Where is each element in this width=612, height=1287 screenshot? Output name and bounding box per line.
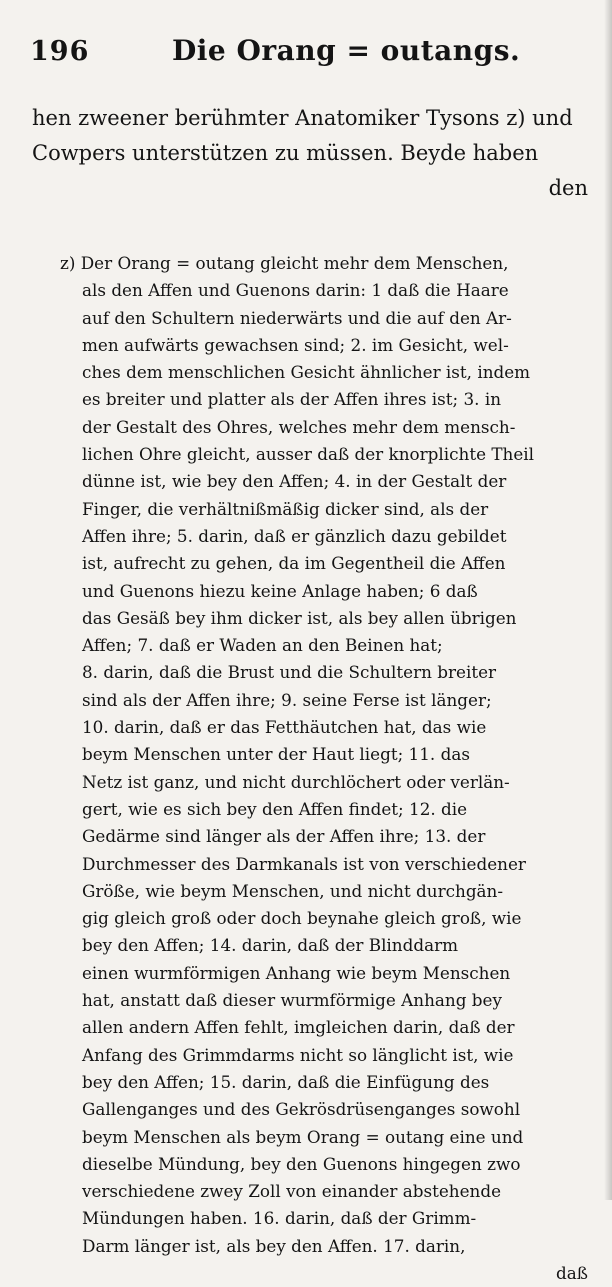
page-number: 196 <box>30 36 90 67</box>
footnote-line: hat, anstatt daß dieser wurmförmige Anhang bey <box>82 990 502 1011</box>
footnote-line: Gallenganges und des Gekrösdrüsenganges sowohl <box>82 1099 521 1120</box>
footnote-line: es breiter und platter als der Affen ihres ist; 3. in <box>82 389 502 410</box>
footnote-line: auf den Schultern niederwärts und die auf den Ar- <box>82 307 512 328</box>
footnote-line: dünne ist, wie bey den Affen; 4. in der Gestalt der <box>82 471 507 492</box>
footnote-line: 8. darin, daß die Brust und die Schultern breiter <box>82 662 497 683</box>
footnote-line: Mündungen haben. 16. darin, daß der Grimm- <box>82 1208 477 1229</box>
footnote-line: der Gestalt des Ohres, welches mehr dem mensch- <box>82 416 516 437</box>
footnote-line: bey den Affen; 14. darin, daß der Blinddarm <box>82 935 459 956</box>
catchword: daß <box>556 1262 588 1283</box>
running-title: Die Orang = outangs. <box>172 34 521 67</box>
footnote-line: Darm länger ist, als bey den Affen. 17. darin, <box>82 1235 466 1256</box>
footnote-line: das Gesäß bey ihm dicker ist, als bey allen übrigen <box>82 607 517 628</box>
footnote-line: gig gleich groß oder doch beynahe gleich groß, wie <box>82 908 522 929</box>
footnote-line: 10. darin, daß er das Fetthäutchen hat, das wie <box>82 717 487 738</box>
footnote-line: allen andern Affen fehlt, imgleichen darin, daß der <box>82 1017 515 1038</box>
footnote-line: z) Der Orang = outang gleicht mehr dem Menschen, <box>60 253 509 273</box>
text-line: hen zweener berühmter Anatomiker Tysons z) und <box>32 106 573 130</box>
footnote-z <box>60 250 588 1287</box>
footnote-line: und Guenons hiezu keine Anlage haben; 6 daß <box>82 580 478 601</box>
main-text <box>32 101 588 206</box>
footnote-line: sind als der Affen ihre; 9. seine Ferse ist länger; <box>82 689 492 710</box>
footnote-line: ist, aufrecht zu gehen, da im Gegentheil die Affen <box>82 553 506 574</box>
catchword: den <box>548 176 588 200</box>
footnote-line: Gedärme sind länger als der Affen ihre; 13. der <box>82 826 486 847</box>
footnote-line: Affen ihre; 5. darin, daß er gänzlich dazu gebildet <box>82 525 507 546</box>
footnote-line: Netz ist ganz, und nicht durchlöchert oder verlän- <box>82 771 510 792</box>
footnote-line: einen wurmförmigen Anhang wie beym Menschen <box>82 962 511 983</box>
footnote-line: Durchmesser des Darmkanals ist von verschiedener <box>82 853 526 874</box>
footnote-line: bey den Affen; 15. darin, daß die Einfügung des <box>82 1071 490 1092</box>
footnote-line: lichen Ohre gleicht, ausser daß der knorplichte Theil <box>82 444 534 465</box>
footnote-line: beym Menschen als beym Orang = outang eine und <box>82 1126 524 1147</box>
footnote-line: Anfang des Grimmdarms nicht so länglicht ist, wie <box>82 1044 514 1065</box>
page-header <box>30 32 584 72</box>
page-edge-shadow <box>604 0 612 1200</box>
footnote-line: Finger, die verhältnißmäßig dicker sind, als der <box>82 498 489 519</box>
footnote-line: Größe, wie beym Menschen, und nicht durchgän- <box>82 880 504 901</box>
footnote-line: Affen; 7. daß er Waden an den Beinen hat; <box>82 635 443 656</box>
footnote-line: dieselbe Mündung, bey den Guenons hingegen zwo <box>82 1153 521 1174</box>
footnote-line: verschiedene zwey Zoll von einander abstehende <box>82 1181 502 1202</box>
footnote-line: ches dem menschlichen Gesicht ähnlicher ist, indem <box>82 362 531 383</box>
footnote-line: men aufwärts gewachsen sind; 2. im Gesicht, wel- <box>82 334 509 355</box>
text-line: Cowpers unterstützen zu müssen. Beyde haben <box>32 141 539 165</box>
footnote-line: als den Affen und Guenons darin: 1 daß die Haare <box>82 280 509 301</box>
footnote-line: beym Menschen unter der Haut liegt; 11. das <box>82 744 470 765</box>
footnote-line: gert, wie es sich bey den Affen findet; 12. die <box>82 798 468 819</box>
